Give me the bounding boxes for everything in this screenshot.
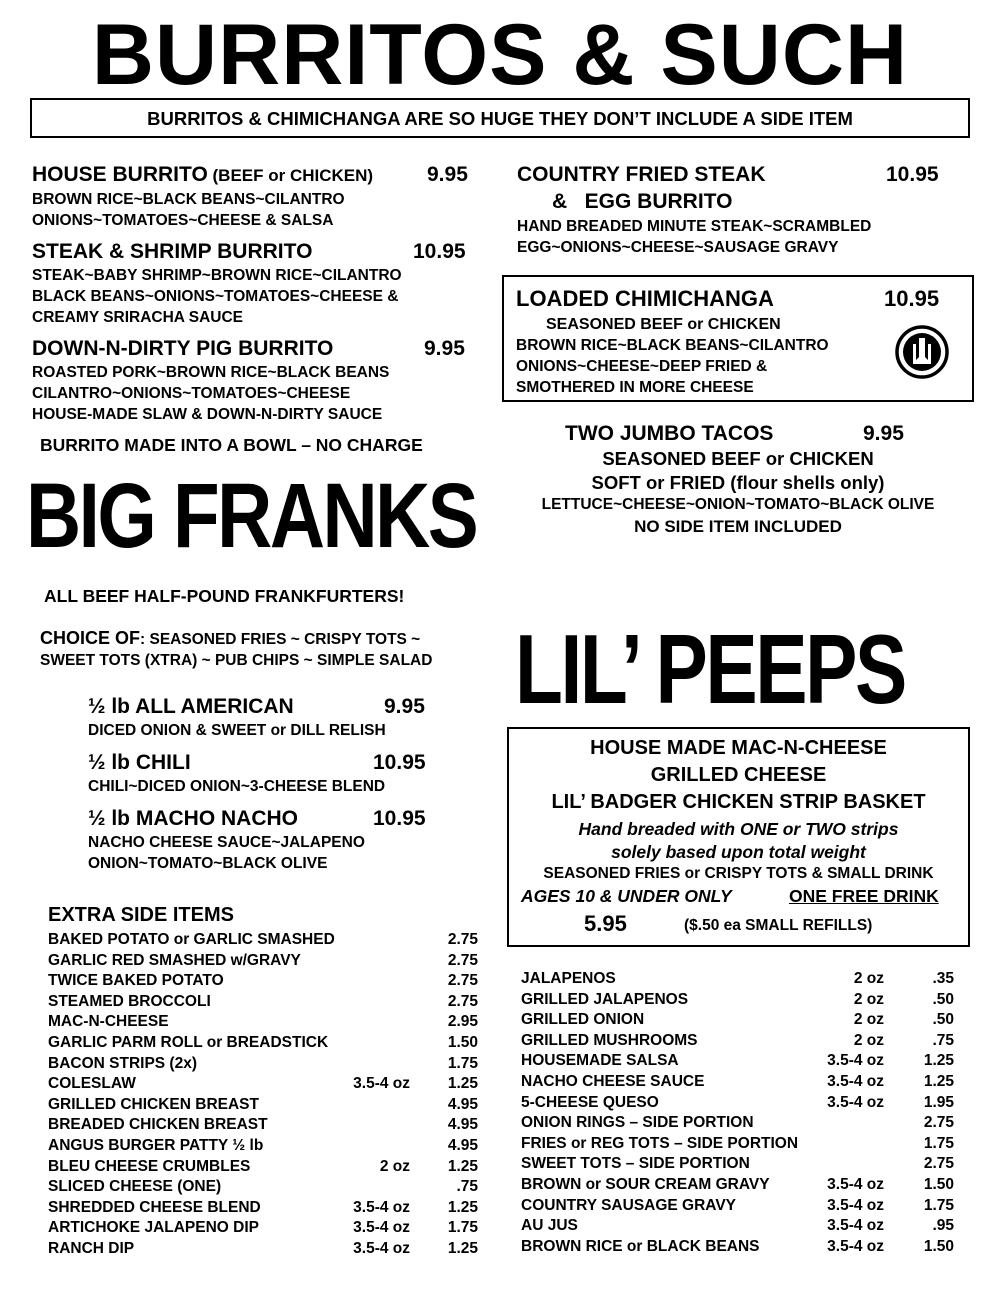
item-name: DOWN-N-DIRTY PIG BURRITO <box>32 337 334 360</box>
side-item-row <box>48 1074 478 1095</box>
item-price: 10.95 <box>373 751 426 774</box>
item-desc: SMOTHERED IN MORE CHEESE <box>516 379 754 396</box>
kids-price: 5.95 <box>584 911 627 936</box>
item-desc: LETTUCE~CHEESE~ONION~TOMATO~BLACK OLIVE <box>541 496 935 513</box>
side-item-name: JALAPENOS <box>521 970 616 987</box>
side-item-size: 2 oz <box>379 1157 410 1175</box>
side-item-price: 4.95 <box>447 1095 478 1113</box>
side-item-name: GRILLED ONION <box>521 1011 645 1029</box>
item-name: ½ lb ALL AMERICAN <box>88 695 294 718</box>
side-item-name: ANGUS BURGER PATTY ½ lb <box>48 1137 264 1154</box>
side-item-price: 2.75 <box>447 992 478 1010</box>
side-item-size: 3.5-4 oz <box>353 1240 410 1257</box>
side-item-name: COLESLAW <box>48 1075 136 1093</box>
item-desc: CHILI~DICED ONION~3-CHEESE BLEND <box>88 778 386 795</box>
side-item-size: 3.5-4 oz <box>827 1176 884 1193</box>
side-item-name: SLICED CHEESE (ONE) <box>48 1178 222 1196</box>
item-name: LOADED CHIMICHANGA <box>516 286 774 311</box>
item-desc: CREAMY SRIRACHA SAUCE <box>32 309 243 326</box>
item-desc: HAND BREADED MINUTE STEAK~SCRAMBLED <box>517 218 872 235</box>
side-item-price: 1.50 <box>447 1034 478 1051</box>
side-item-row <box>521 1154 954 1175</box>
side-item-price: .95 <box>932 1217 954 1235</box>
side-item-price: 2.75 <box>447 972 478 990</box>
side-item-name: 5-CHEESE QUESO <box>521 1093 659 1111</box>
side-item-size: 2 oz <box>853 1011 884 1029</box>
item-desc: DICED ONION & SWEET or DILL RELISH <box>88 722 386 739</box>
side-item-price: 1.95 <box>923 1093 954 1111</box>
side-item-row <box>521 1237 954 1258</box>
side-item-row <box>521 969 954 990</box>
side-item-row <box>521 1031 954 1052</box>
side-item-price: 1.75 <box>447 1054 478 1072</box>
side-item-row <box>48 971 478 992</box>
item-name: COUNTRY FRIED STEAK <box>517 163 766 186</box>
side-item-row <box>48 1177 478 1198</box>
side-item-row <box>521 1216 954 1237</box>
kids-item: GRILLED CHEESE <box>650 764 827 786</box>
side-item-row <box>48 1054 478 1075</box>
side-item-name: SWEET TOTS – SIDE PORTION <box>521 1155 750 1173</box>
item-note: (BEEF or CHICKEN) <box>207 166 374 185</box>
side-item-name: COUNTRY SAUSAGE GRAVY <box>521 1196 737 1214</box>
side-item-row <box>48 951 478 972</box>
lil-peeps-box <box>507 727 970 947</box>
side-item-price: .75 <box>456 1178 478 1196</box>
item-price: 9.95 <box>427 163 468 186</box>
item-name: ½ lb MACHO NACHO <box>88 807 298 830</box>
item-name: ½ lb CHILI <box>88 751 191 774</box>
side-item-name: STEAMED BROCCOLI <box>48 992 211 1010</box>
side-item-price: 1.25 <box>923 1052 954 1070</box>
side-item-name: GRILLED CHICKEN BREAST <box>48 1095 259 1113</box>
item-desc: CILANTRO~ONIONS~TOMATOES~CHEESE <box>32 385 351 402</box>
side-item-price: 1.25 <box>447 1157 478 1175</box>
extra-sides-heading: EXTRA SIDE ITEMS <box>48 904 234 926</box>
side-item-row <box>521 1010 954 1031</box>
item-desc: ROASTED PORK~BROWN RICE~BLACK BEANS <box>32 364 390 381</box>
section-title-lil-peeps: LIL’ PEEPS <box>515 614 905 724</box>
kids-sides: SEASONED FRIES or CRISPY TOTS & SMALL DRINK <box>543 865 934 882</box>
side-item-price: 4.95 <box>447 1137 478 1154</box>
item-price: 9.95 <box>384 695 425 718</box>
kids-refills: ($.50 ea SMALL REFILLS) <box>684 917 873 934</box>
side-item-row <box>48 1136 478 1157</box>
side-item-price: 2.95 <box>447 1013 478 1031</box>
item-desc: EGG~ONIONS~CHEESE~SAUSAGE GRAVY <box>517 239 839 256</box>
side-item-name: RANCH DIP <box>48 1240 135 1257</box>
choice-line: SWEET TOTS (XTRA) ~ PUB CHIPS ~ SIMPLE SALAD <box>40 652 433 669</box>
side-item-price: .35 <box>932 970 954 987</box>
side-item-price: 1.50 <box>923 1237 954 1255</box>
side-item-row <box>521 1072 954 1093</box>
side-item-row <box>48 1033 478 1054</box>
side-item-price: 1.25 <box>447 1075 478 1093</box>
side-item-price: .50 <box>932 1011 954 1029</box>
side-item-row <box>521 1093 954 1114</box>
side-item-row <box>521 1113 954 1134</box>
franks-tagline: ALL BEEF HALF-POUND FRANKFURTERS! <box>44 586 405 606</box>
item-desc: BLACK BEANS~ONIONS~TOMATOES~CHEESE & <box>32 288 399 305</box>
side-item-row <box>521 1134 954 1155</box>
side-item-name: ARTICHOKE JALAPENO DIP <box>48 1219 259 1237</box>
side-item-size: 2 oz <box>853 970 884 987</box>
item-name: HOUSE BURRITO <box>32 163 208 186</box>
side-item-row <box>521 1175 954 1196</box>
side-item-price: .75 <box>932 1031 954 1049</box>
side-item-size: 3.5-4 oz <box>827 1196 884 1214</box>
side-item-row <box>48 1198 478 1219</box>
item-desc: BROWN RICE~BLACK BEANS~CILANTRO <box>32 191 345 208</box>
side-item-row <box>521 1051 954 1072</box>
side-item-price: 1.25 <box>447 1198 478 1216</box>
side-item-row <box>48 1218 478 1239</box>
side-item-name: BAKED POTATO or GARLIC SMASHED <box>48 931 335 948</box>
item-price: 10.95 <box>886 163 939 186</box>
side-item-price: 2.75 <box>447 931 478 948</box>
notice-text: BURRITOS & CHIMICHANGA ARE SO HUGE THEY DON’T INCLUDE A SIDE ITEM <box>147 108 853 129</box>
monument-badge-icon <box>894 324 950 380</box>
side-item-name: NACHO CHEESE SAUCE <box>521 1073 705 1090</box>
side-item-row <box>48 1012 478 1033</box>
side-item-size: 3.5-4 oz <box>353 1219 410 1237</box>
side-item-row <box>48 1239 478 1260</box>
item-desc: ONIONS~TOMATOES~CHEESE & SALSA <box>32 212 334 229</box>
side-item-name: BLEU CHEESE CRUMBLES <box>48 1157 251 1175</box>
side-item-size: 3.5-4 oz <box>353 1198 410 1216</box>
page-title: BURRITOS & SUCH <box>91 7 909 103</box>
kids-ages: AGES 10 & UNDER ONLY <box>521 886 732 906</box>
side-item-price: 2.75 <box>447 951 478 969</box>
item-note: NO SIDE ITEM INCLUDED <box>634 517 842 536</box>
side-item-size: 3.5-4 oz <box>827 1073 884 1090</box>
kids-item: HOUSE MADE MAC-N-CHEESE <box>590 737 887 759</box>
notice-banner <box>30 98 970 138</box>
side-item-name: AU JUS <box>521 1217 578 1235</box>
side-item-price: .50 <box>932 990 954 1008</box>
side-item-row <box>48 1157 478 1178</box>
item-desc: SEASONED BEEF or CHICKEN <box>602 448 874 469</box>
choice-label: CHOICE OF <box>40 628 141 648</box>
chimichanga-box <box>502 275 974 402</box>
side-item-name: SHREDDED CHEESE BLEND <box>48 1198 261 1216</box>
side-item-price: 1.50 <box>923 1176 954 1193</box>
side-item-name: FRIES or REG TOTS – SIDE PORTION <box>521 1134 799 1152</box>
side-item-price: 2.75 <box>923 1155 954 1173</box>
item-price: 9.95 <box>424 337 465 360</box>
side-item-name: GRILLED JALAPENOS <box>521 990 689 1008</box>
item-price: 10.95 <box>884 286 940 311</box>
side-item-size: 3.5-4 oz <box>827 1093 884 1111</box>
side-item-name: GARLIC PARM ROLL or BREADSTICK <box>48 1034 329 1051</box>
side-item-name: HOUSEMADE SALSA <box>521 1052 679 1070</box>
side-item-price: 1.75 <box>923 1134 954 1152</box>
side-item-row <box>48 1095 478 1116</box>
side-item-size: 2 oz <box>853 990 884 1008</box>
side-item-price: 1.25 <box>447 1240 478 1257</box>
side-item-size: 3.5-4 oz <box>827 1237 884 1255</box>
side-item-size: 2 oz <box>853 1031 884 1049</box>
side-item-name: TWICE BAKED POTATO <box>48 972 224 990</box>
side-item-price: 4.95 <box>447 1116 478 1134</box>
choice-line: : SEASONED FRIES ~ CRISPY TOTS ~ <box>140 631 421 648</box>
kids-italic-note: Hand breaded with ONE or TWO strips <box>578 819 899 839</box>
side-item-row <box>521 990 954 1011</box>
item-price: 10.95 <box>413 240 466 263</box>
side-item-row <box>521 1196 954 1217</box>
item-name: STEAK & SHRIMP BURRITO <box>32 240 313 263</box>
side-item-size: 3.5-4 oz <box>827 1217 884 1235</box>
side-item-name: MAC-N-CHEESE <box>48 1013 169 1031</box>
side-item-price: 1.75 <box>923 1196 954 1214</box>
side-item-size: 3.5-4 oz <box>353 1075 410 1093</box>
side-item-price: 1.25 <box>923 1073 954 1090</box>
side-item-name: GARLIC RED SMASHED w/GRAVY <box>48 951 301 969</box>
item-desc: ONIONS~CHEESE~DEEP FRIED & <box>516 358 768 375</box>
side-item-name: BROWN RICE or BLACK BEANS <box>521 1237 760 1255</box>
side-item-name: ONION RINGS – SIDE PORTION <box>521 1114 754 1132</box>
side-item-row <box>48 930 478 951</box>
side-item-row <box>48 1115 478 1136</box>
side-item-price: 1.75 <box>447 1219 478 1237</box>
kids-item: LIL’ BADGER CHICKEN STRIP BASKET <box>551 791 926 813</box>
item-name-line2: & EGG BURRITO <box>552 190 733 213</box>
item-desc: NACHO CHEESE SAUCE~JALAPENO <box>88 834 365 851</box>
side-item-price: 2.75 <box>923 1114 954 1132</box>
section-title-big-franks: BIG FRANKS <box>26 465 477 567</box>
side-item-row <box>48 992 478 1013</box>
side-item-name: GRILLED MUSHROOMS <box>521 1031 698 1049</box>
item-desc: HOUSE-MADE SLAW & DOWN-N-DIRTY SAUCE <box>32 406 383 423</box>
side-item-name: BACON STRIPS (2x) <box>48 1054 197 1072</box>
item-desc: SOFT or FRIED (flour shells only) <box>591 472 885 493</box>
item-sub: SEASONED BEEF or CHICKEN <box>546 316 781 333</box>
kids-free-drink: ONE FREE DRINK <box>789 886 939 906</box>
item-name: TWO JUMBO TACOS <box>565 422 774 445</box>
item-desc: STEAK~BABY SHRIMP~BROWN RICE~CILANTRO <box>32 267 402 284</box>
item-price: 10.95 <box>373 807 426 830</box>
item-desc: ONION~TOMATO~BLACK OLIVE <box>88 855 328 872</box>
side-item-size: 3.5-4 oz <box>827 1052 884 1070</box>
bowl-note: BURRITO MADE INTO A BOWL – NO CHARGE <box>40 435 423 455</box>
side-item-name: BROWN or SOUR CREAM GRAVY <box>521 1176 770 1193</box>
side-item-name: BREADED CHICKEN BREAST <box>48 1116 268 1134</box>
kids-italic-note: solely based upon total weight <box>611 842 866 862</box>
item-price: 9.95 <box>863 422 904 445</box>
item-desc: BROWN RICE~BLACK BEANS~CILANTRO <box>516 337 829 354</box>
